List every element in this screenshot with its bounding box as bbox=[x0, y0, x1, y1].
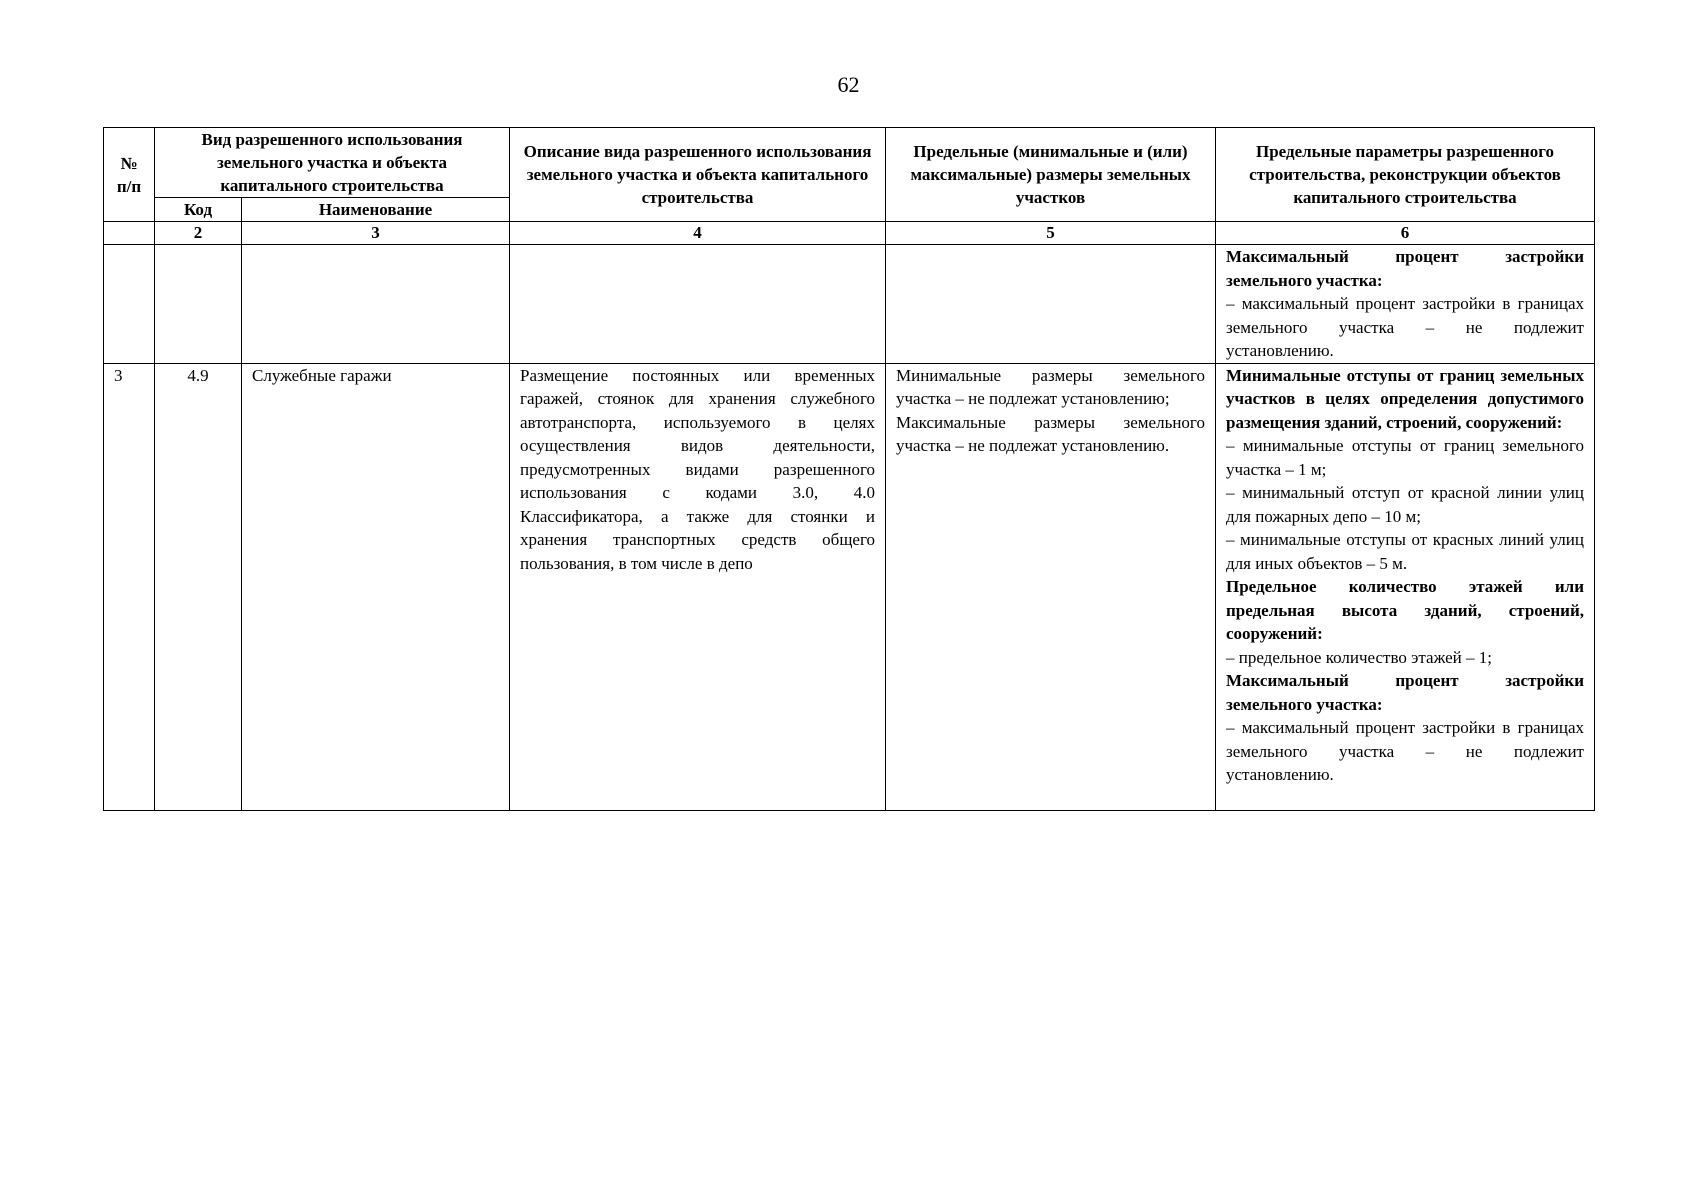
parameter-heading: Минимальные отступы от границ земельных участков в целях определения допустимого размещения зданий, строений, сооружений: bbox=[1226, 365, 1584, 432]
header-description: Описание вида разрешенного использования земельного участка и объекта капитального строительства bbox=[510, 128, 886, 222]
cell-code: 4.9 bbox=[155, 363, 242, 810]
header-parameters: Предельные параметры разрешенного строительства, реконструкции объектов капитального строительства bbox=[1216, 128, 1595, 222]
cell-description: Размещение постоянных или временных гаражей, стоянок для хранения служебного автотранспорта, используемого в целях осуществления видов деятельности, предусмотренных видами разрешенного использования с кодами 3.0, 4.0 Классификатора, а также для стоянки и хранения транспортных средств общего пользования, в том числе в депо bbox=[510, 363, 886, 810]
column-number: 6 bbox=[1216, 222, 1595, 245]
header-name: Наименование bbox=[242, 198, 510, 222]
parameter-heading: Максимальный процент застройки земельного участка: bbox=[1226, 247, 1584, 290]
page-number: 62 bbox=[837, 72, 860, 97]
parameter-heading: Предельное количество этажей или предельная высота зданий, строений, сооружений: bbox=[1226, 577, 1584, 643]
cell-parameters bbox=[1216, 363, 1595, 810]
column-number: 5 bbox=[886, 222, 1216, 245]
cell-description bbox=[510, 245, 886, 364]
parameter-item: – минимальные отступы от красных линий улиц для иных объектов – 5 м. bbox=[1226, 530, 1584, 573]
parameter-item: – предельное количество этажей – 1; bbox=[1226, 647, 1492, 667]
cell-plot-sizes bbox=[886, 245, 1216, 364]
column-numbers-row bbox=[104, 222, 1595, 245]
parameter-item: – максимальный процент застройки в границах земельного участка – не подлежит установлению. bbox=[1226, 718, 1584, 784]
column-number: 2 bbox=[155, 222, 242, 245]
cell-name bbox=[242, 245, 510, 364]
parameter-item: – минимальный отступ от красной линии улиц для пожарных депо – 10 м; bbox=[1226, 483, 1584, 526]
cell-number: 3 bbox=[104, 363, 155, 810]
header-row bbox=[104, 128, 1595, 198]
table-row-continuation bbox=[104, 245, 1595, 364]
cell-number bbox=[104, 245, 155, 364]
permitted-use-table bbox=[103, 127, 1595, 811]
column-number: 3 bbox=[242, 222, 510, 245]
header-plot-sizes: Предельные (минимальные и (или) максимальные) размеры земельных участков bbox=[886, 128, 1216, 222]
cell-name: Служебные гаражи bbox=[242, 363, 510, 810]
header-number: № п/п bbox=[104, 128, 155, 222]
column-number: 4 bbox=[510, 222, 886, 245]
column-number bbox=[104, 222, 155, 245]
parameter-item: – максимальный процент застройки в границах земельного участка – не подлежит установлению. bbox=[1226, 294, 1584, 360]
parameter-heading: Максимальный процент застройки земельного участка: bbox=[1226, 671, 1584, 714]
cell-parameters bbox=[1216, 245, 1595, 364]
header-permitted-use-group: Вид разрешенного использования земельного участка и объекта капитального строительства bbox=[155, 128, 510, 198]
header-code: Код bbox=[155, 198, 242, 222]
table-row bbox=[104, 363, 1595, 810]
plot-size-item: Максимальные размеры земельного участка – не подлежат установлению. bbox=[896, 412, 1205, 455]
parameter-item: – минимальные отступы от границ земельного участка – 1 м; bbox=[1226, 436, 1584, 479]
cell-code bbox=[155, 245, 242, 364]
cell-plot-sizes bbox=[886, 363, 1216, 810]
plot-size-item: Минимальные размеры земельного участка – не подлежат установлению; bbox=[896, 365, 1205, 408]
